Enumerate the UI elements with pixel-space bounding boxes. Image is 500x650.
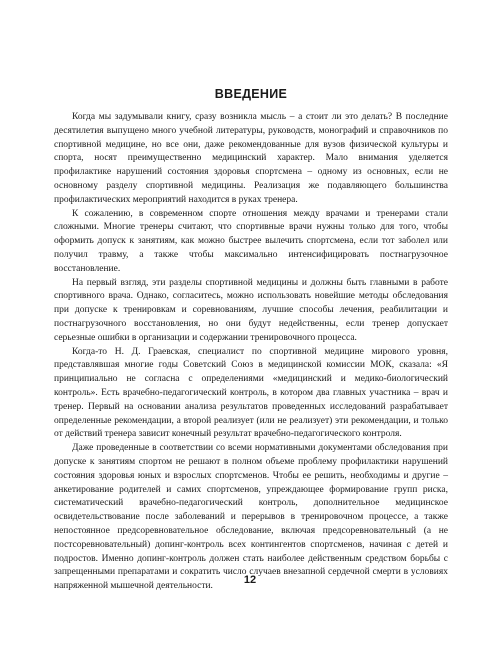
paragraph-3: На первый взгляд, эти разделы спортивной медицины и должны быть главными в работе спортивного врача. Однако, согласитесь, можно использовать новейшие методы обследования при допуске к тренировкам и соревнованиям, лучшие способы лечения, реабилитации и постнагрузочного восстановления, но они будут недейственны, если тренер допускает серьезные ошибки в организации и содержании тренировочного процесса. (54, 277, 448, 343)
paragraph-5: Даже проведенные в соответствии со всеми нормативными документами обследования при допуске к занятиям спортом не решают в полном объеме проблему профилактики нарушений состояния здоровья юных и взрослых спортсменов. Чтобы ее решить, необходимы и другие – анкетирование родителей и самих спортсменов, упреждающее формирование групп риска, систематический врачебно-педагогический контроль, дополнительное медицинское освидетельствование после заболеваний и перерывов в тренировочном процессе, а также непостоянное предсоревновательное обследование, включая предсоревновательный (а не постсоревновательный) допинг-контроль всех контингентов спортсменов, начиная с детей и подростов. Именно допинг-контроль должен стать наиболее действенным средством борьбы с запрещенными препаратами и сократить число случаев внезапной сердечной смерти в условиях напряженной мышечной деятельности. (54, 443, 448, 592)
chapter-heading: ВВЕДЕНИЕ (214, 87, 288, 101)
paragraph-2: К сожалению, в современном спорте отношения между врачами и тренерами стали сложными. Многие тренеры считают, что спортивные врачи нужны только для того, чтобы оформить допуск к занятиям, как можно быстрее вылечить спортсмена, если тот заболел или получил травму, а также чтобы максимально интенсифицировать постнагрузочное восстановление. (54, 208, 448, 274)
paragraph-1: Когда мы задумывали книгу, сразу возникла мысль – а стоит ли это делать? В последние десятилетия выпущено много учебной литературы, руководств, монографий и справочников по спортивной медицине, но все они, даже рекомендованные для вузов физической культуры и спорта, носят преимущественно медицинский характер. Мало внимания уделяется профилактике нарушений состояния здоровья спортсмена – одному из основных, если не основному разделу спортивной медицины. Реализация же подавляющего большинства профилактических мероприятий находится в руках тренера. (54, 112, 448, 205)
document-page (54, 86, 448, 594)
paragraph-4: Когда-то Н. Д. Граевская, специалист по спортивной медицине мирового уровня, представлявшая многие годы Советский Союз в медицинской комиссии МОК, сказала: «Я принципиально не согласна с определениями «медицинский и медико-биологический контроль». Есть врачебно-педагогический контроль, в котором два главных участника – врач и тренер. Первый на основании анализа результатов проведенных исследований разрабатывает определенные рекомендации, а второй реализует (или не реализует) эти рекомендации, и только от действий тренера зависит конечный результат врачебно-педагогического контроля. (54, 346, 448, 440)
page-number: 12 (243, 574, 257, 586)
